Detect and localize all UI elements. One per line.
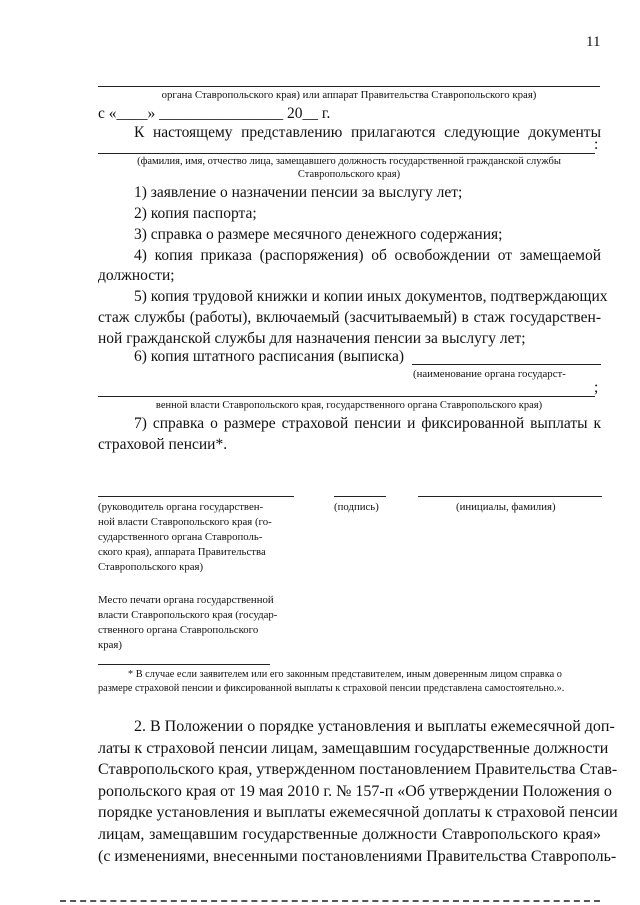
doc-item-1: 1) заявление о назначении пенсии за выслугу лет; [134, 184, 463, 201]
person-caption-1: (фамилия, имя, отчество лица, замещавшего должность государственной гражданской службы [137, 156, 561, 167]
person-name-rule [98, 153, 595, 154]
initials-label: (инициалы, фамилия) [456, 501, 556, 513]
paragraph-2-line-1: 2. В Положении о порядке установления и выплаты ежемесячной доп- [134, 718, 615, 735]
doc-item-6: 6) копия штатного расписания (выписка) [134, 348, 405, 365]
stamp-line-4: края) [98, 639, 122, 651]
doc-item-7-cont: страховой пенсии*. [98, 436, 228, 453]
head-line-1: (руководитель органа государствен- [98, 501, 264, 513]
doc-item-3: 3) справка о размере месячного денежного содержания; [134, 226, 503, 243]
staff-rule [412, 364, 601, 365]
stamp-line-1: Место печати органа государственной [98, 594, 274, 606]
sign-label: (подпись) [334, 501, 379, 513]
paragraph-2-line-4: ропольского края от 19 мая 2010 г. № 157-п «Об утверждении Положения о [98, 782, 612, 800]
doc-item-4-cont: должности; [98, 267, 175, 284]
colon: : [594, 136, 599, 153]
doc-item-2: 2) копия паспорта; [134, 205, 257, 222]
footnote-line-2: размере страховой пенсии и фиксированной выплаты к страховой пенсии представлена самостоятельно.». [98, 683, 565, 694]
head-line-3: сударственного органа Ставрополь- [98, 531, 263, 543]
sign-rule [334, 496, 386, 497]
staff-caption: (наименование органа государст- [413, 368, 566, 380]
page-number: 11 [586, 34, 601, 50]
head-signature-rule [98, 496, 294, 497]
head-line-4: ского края), аппарата Правительства [98, 546, 266, 558]
staff-caption-2: венной власти Ставропольского края, государственного органа Ставропольского края) [155, 400, 543, 411]
date-line: с «____» ________________ 20__ г. [98, 105, 331, 122]
paragraph-2-line-5: порядке установления и выплаты ежемесячной доплаты к страховой пенсии [98, 804, 618, 822]
doc-item-5-cont-2: ной гражданской службы для назначения пенсии за выслугу лет; [98, 330, 526, 347]
paragraph-2-line-6: лицам, замещавшим государственные должности Ставропольского края» [98, 825, 601, 843]
head-line-2: ной власти Ставропольского края (го- [98, 516, 272, 528]
paragraph-2-line-7: (с изменениями, внесенными постановлениями Правительства Ставрополь- [98, 847, 617, 865]
paragraph-2-line-3: Ставропольского края, утвержденном постановлением Правительства Став- [98, 761, 618, 779]
footnote-rule [98, 664, 270, 665]
stamp-line-2: власти Ставропольского края (государ- [98, 609, 278, 621]
header-rule [98, 86, 600, 87]
footnote-line-1: * В случае если заявителем или его законным представителем, иным доверенным лицом справка о [128, 669, 562, 680]
person-caption-2: Ставропольского края) [297, 169, 401, 180]
stamp-line-3: ственного органа Ставропольского [98, 624, 259, 636]
doc-item-4: 4) копия приказа (распоряжения) об освобождении от замещаемой [134, 247, 601, 264]
doc-item-5: 5) копия трудовой книжки и копии иных документов, подтверждающих [134, 288, 608, 305]
attached-documents-line: К настоящему представлению прилагаются следующие документы [134, 124, 601, 141]
doc-item-5-cont-1: стаж службы (работы), включаемый (засчитываемый) в стаж государствен- [98, 309, 601, 326]
paragraph-2-line-2: латы к страховой пенсии лицам, замещавшим государственные должности [98, 739, 609, 757]
bottom-edge-rule [60, 900, 600, 902]
paragraph-2 [98, 716, 618, 867]
initials-rule [418, 496, 602, 497]
header-caption: органа Ставропольского края) или аппарат Правительства Ставропольского края) [161, 89, 537, 101]
staff-rule-2 [98, 396, 595, 397]
semicolon: ; [594, 379, 599, 396]
head-line-5: Ставропольского края) [98, 561, 204, 573]
doc-item-7: 7) справка о размере страховой пенсии и фиксированной выплаты к [134, 415, 601, 432]
